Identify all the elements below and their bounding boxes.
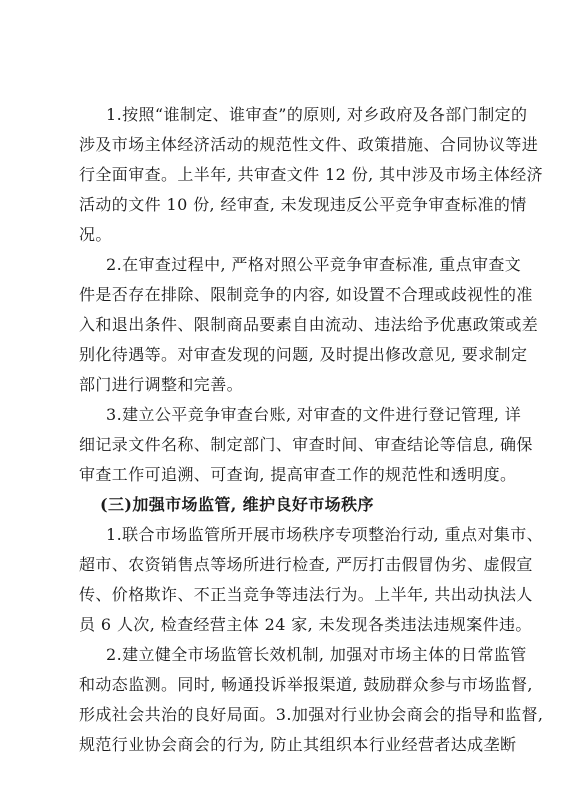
para1-line2: 涉及市场主体经济活动的规范性文件、政策措施、合同协议等进 [79,135,539,154]
para2-line3: 入和退出条件、限制商品要素自由流动、违法给予优惠政策或差 [79,315,539,334]
para5-line3: 形成社会共治的良好局面。3.加强对行业协会商会的指导和监督, [79,705,544,724]
para4-line3: 传、价格欺诈、不正当竞争等违法行为。上半年, 共出动执法人 [79,585,533,604]
para3-line3: 审查工作可追溯、可查询, 提高审查工作的规范性和透明度。 [79,465,517,484]
para4-line2: 超市、农资销售点等场所进行检查, 严厉打击假冒伪劣、虚假宣 [79,555,533,574]
para1-line5: 况。 [79,225,112,244]
para1-line4: 活动的文件 10 份, 经审查, 未发现违反公平竞争审查标准的情 [79,195,527,214]
para3-line1: 3.建立公平竞争审查台账, 对审查的文件进行登记管理, 详 [106,405,522,424]
para2-line5: 部门进行调整和完善。 [79,375,244,394]
para5-line2: 和动态监测。同时, 畅通投诉举报渠道, 鼓励群众参与市场监督, [79,675,533,694]
para4-line1: 1.联合市场监管所开展市场秩序专项整治行动, 重点对集市、 [106,525,544,544]
para1-line1: 1.按照“谁制定、谁审查”的原则, 对乡政府及各部门制定的 [106,105,528,124]
section-heading: (三)加强市场监管, 维护良好市场秩序 [100,495,374,514]
para5-line1: 2.建立健全市场监管长效机制, 加强对市场主体的日常监管 [106,645,527,664]
para2-line4: 别化待遇等。对审查发现的问题, 及时提出修改意见, 要求制定 [79,345,528,364]
para4-line4: 员 6 人次, 检查经营主体 24 家, 未发现各类违法违规案件违。 [79,615,532,634]
para2-line1: 2.在审查过程中, 严格对照公平竞争审查标准, 重点审查文 [106,255,522,274]
para3-line2: 细记录文件名称、制定部门、审查时间、审查结论等信息, 确保 [79,435,533,454]
para1-line3: 行全面审查。上半年, 共审查文件 12 份, 其中涉及市场主体经济 [79,165,544,184]
para5-line4: 规范行业协会商会的行为, 防止其组织本行业经营者达成垄断 [79,735,517,754]
para2-line2: 件是否存在排除、限制竞争的内容, 如设置不合理或歧视性的准 [79,285,533,304]
